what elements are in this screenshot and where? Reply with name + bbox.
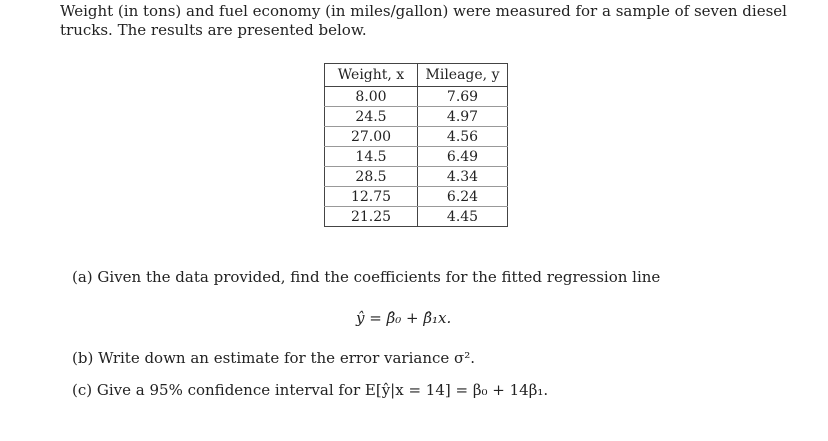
table-row: [325, 207, 508, 227]
cell-mileage: 6.49: [418, 147, 508, 167]
question-a: (a) Given the data provided, find the coefficients for the fitted regression line: [72, 268, 661, 286]
problem-intro: Weight (in tons) and fuel economy (in miles/gallon) were measured for a sample of seven diesel trucks. The results are presented below.: [60, 2, 787, 39]
cell-mileage: 7.69: [418, 87, 508, 107]
table-row: [325, 87, 508, 107]
cell-weight: 8.00: [325, 87, 418, 107]
cell-weight: 27.00: [325, 127, 418, 147]
table-header-row: [325, 64, 508, 87]
data-table: [324, 63, 508, 227]
cell-mileage: 4.97: [418, 107, 508, 127]
question-b: (b) Write down an estimate for the error variance σ².: [72, 349, 476, 367]
cell-weight: 28.5: [325, 167, 418, 187]
header-mileage: Mileage, y: [418, 64, 508, 87]
header-weight: Weight, x: [325, 64, 418, 87]
cell-mileage: 4.45: [418, 207, 508, 227]
cell-mileage: 4.56: [418, 127, 508, 147]
cell-weight: 12.75: [325, 187, 418, 207]
regression-equation: ŷ = β̂₀ + β̂₁x.: [356, 309, 452, 327]
table-row: [325, 107, 508, 127]
cell-weight: 24.5: [325, 107, 418, 127]
table-row: [325, 187, 508, 207]
table-row: [325, 147, 508, 167]
table-row: [325, 167, 508, 187]
cell-weight: 21.25: [325, 207, 418, 227]
question-c: (c) Give a 95% confidence interval for E[ŷ|x = 14] = β₀ + 14β₁.: [72, 381, 549, 399]
cell-weight: 14.5: [325, 147, 418, 167]
cell-mileage: 4.34: [418, 167, 508, 187]
cell-mileage: 6.24: [418, 187, 508, 207]
table-row: [325, 127, 508, 147]
